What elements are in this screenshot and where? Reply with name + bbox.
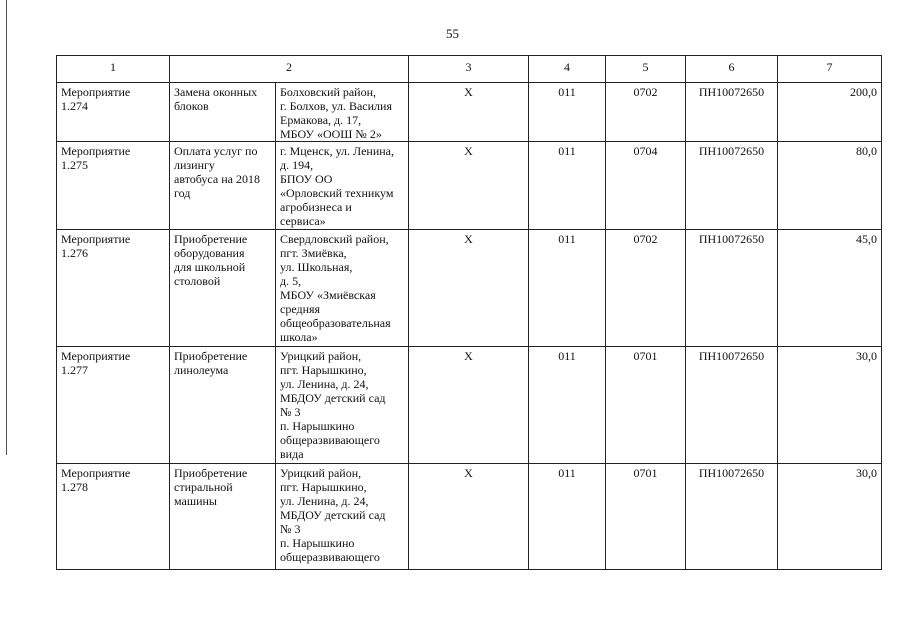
address-line: г. Мценск, ул. Ленина,	[280, 144, 394, 158]
event-id-cell	[57, 142, 170, 230]
page-number: 55	[446, 26, 459, 41]
address-line: сервиса»	[280, 214, 326, 228]
column-header: 5	[606, 56, 686, 83]
column-5-value: 0701	[606, 347, 686, 464]
column-header: 3	[409, 56, 529, 83]
event-id-number: 1.278	[61, 480, 88, 494]
column-3-value: Х	[409, 464, 529, 570]
address-line: № 3	[280, 405, 301, 419]
address-line: общеобразовательная	[280, 316, 391, 330]
event-id-text: Мероприятие	[61, 144, 131, 158]
column-header: 7	[778, 56, 882, 83]
address-cell	[276, 83, 409, 142]
column-5-value: 0704	[606, 142, 686, 230]
address-cell	[276, 142, 409, 230]
address-line: средняя	[280, 302, 321, 316]
address-line: агробизнеса и	[280, 200, 352, 214]
column-6-value: ПН10072650	[686, 347, 778, 464]
event-name-line: оборудования	[174, 246, 245, 260]
event-name-line: Замена оконных	[174, 85, 258, 99]
event-name-line: линолеума	[174, 363, 229, 377]
address-line: ул. Ленина, д. 24,	[280, 377, 369, 391]
event-name-line: лизингу	[174, 158, 215, 172]
column-4-value: 011	[529, 142, 606, 230]
budget-table	[56, 55, 882, 570]
event-id-number: 1.274	[61, 99, 88, 113]
address-line: пгт. Нарышкино,	[280, 480, 367, 494]
table-row	[57, 83, 882, 142]
column-header: 1	[57, 56, 170, 83]
address-line: д. 5,	[280, 274, 302, 288]
address-line: ул. Ленина, д. 24,	[280, 494, 369, 508]
event-name-cell	[170, 83, 276, 142]
address-line: Урицкий район,	[280, 349, 362, 363]
address-line: Свердловский район,	[280, 232, 389, 246]
address-line: МБОУ «ООШ № 2»	[280, 127, 382, 141]
address-line: школа»	[280, 330, 318, 344]
column-6-value: ПН10072650	[686, 83, 778, 142]
address-cell	[276, 230, 409, 347]
event-name-line: машины	[174, 494, 217, 508]
event-id-cell	[57, 347, 170, 464]
event-name-cell	[170, 464, 276, 570]
address-line: «Орловский техникум	[280, 186, 394, 200]
address-line: Болховский район,	[280, 85, 377, 99]
amount-value: 30,0	[778, 464, 882, 570]
event-id-number: 1.276	[61, 246, 88, 260]
column-header: 6	[686, 56, 778, 83]
event-id-cell	[57, 230, 170, 347]
address-line: пгт. Змиёвка,	[280, 246, 347, 260]
event-name-line: Приобретение	[174, 232, 248, 246]
address-cell	[276, 464, 409, 570]
amount-value: 45,0	[778, 230, 882, 347]
event-name-line: Оплата услуг по	[174, 144, 258, 158]
column-3-value: Х	[409, 142, 529, 230]
address-line: п. Нарышкино	[280, 536, 355, 550]
address-line: пгт. Нарышкино,	[280, 363, 367, 377]
event-name-cell	[170, 230, 276, 347]
event-id-cell	[57, 83, 170, 142]
amount-value: 200,0	[778, 83, 882, 142]
address-line: общеразвивающего	[280, 550, 380, 564]
address-line: МБДОУ детский сад	[280, 508, 386, 522]
event-name-cell	[170, 347, 276, 464]
address-line: ул. Школьная,	[280, 260, 353, 274]
table-row	[57, 230, 882, 347]
event-id-number: 1.277	[61, 363, 88, 377]
column-number-row	[57, 56, 882, 83]
address-line: вида	[280, 447, 304, 461]
event-id-text: Мероприятие	[61, 349, 131, 363]
address-line: № 3	[280, 522, 301, 536]
address-line: Ермакова, д. 17,	[280, 113, 362, 127]
column-5-value: 0702	[606, 83, 686, 142]
column-6-value: ПН10072650	[686, 142, 778, 230]
address-line: МБДОУ детский сад	[280, 391, 386, 405]
address-line: БПОУ ОО	[280, 172, 333, 186]
column-3-value: Х	[409, 230, 529, 347]
column-header: 4	[529, 56, 606, 83]
event-id-text: Мероприятие	[61, 85, 131, 99]
event-id-text: Мероприятие	[61, 466, 131, 480]
amount-value: 30,0	[778, 347, 882, 464]
event-name-line: год	[174, 186, 191, 200]
table-row	[57, 464, 882, 570]
column-5-value: 0701	[606, 464, 686, 570]
amount-value: 80,0	[778, 142, 882, 230]
event-name-line: столовой	[174, 274, 221, 288]
address-cell	[276, 347, 409, 464]
event-name-line: Приобретение	[174, 466, 248, 480]
column-6-value: ПН10072650	[686, 464, 778, 570]
event-name-line: блоков	[174, 99, 209, 113]
column-4-value: 011	[529, 347, 606, 464]
table-row	[57, 142, 882, 230]
event-id-number: 1.275	[61, 158, 88, 172]
address-line: г. Болхов, ул. Василия	[280, 99, 392, 113]
event-id-text: Мероприятие	[61, 232, 131, 246]
address-line: д. 194,	[280, 158, 314, 172]
event-name-line: стиральной	[174, 480, 233, 494]
event-name-line: автобуса на 2018	[174, 172, 260, 186]
address-line: общеразвивающего	[280, 433, 380, 447]
event-name-cell	[170, 142, 276, 230]
table-row	[57, 347, 882, 464]
address-line: МБОУ «Змиёвская	[280, 288, 376, 302]
column-4-value: 011	[529, 83, 606, 142]
address-line: п. Нарышкино	[280, 419, 355, 433]
event-id-cell	[57, 464, 170, 570]
column-5-value: 0702	[606, 230, 686, 347]
event-name-line: для школьной	[174, 260, 246, 274]
column-6-value: ПН10072650	[686, 230, 778, 347]
column-4-value: 011	[529, 464, 606, 570]
column-header: 2	[170, 56, 409, 83]
address-line: Урицкий район,	[280, 466, 362, 480]
column-3-value: Х	[409, 347, 529, 464]
column-4-value: 011	[529, 230, 606, 347]
column-3-value: Х	[409, 83, 529, 142]
event-name-line: Приобретение	[174, 349, 248, 363]
left-margin-rule	[6, 0, 7, 455]
